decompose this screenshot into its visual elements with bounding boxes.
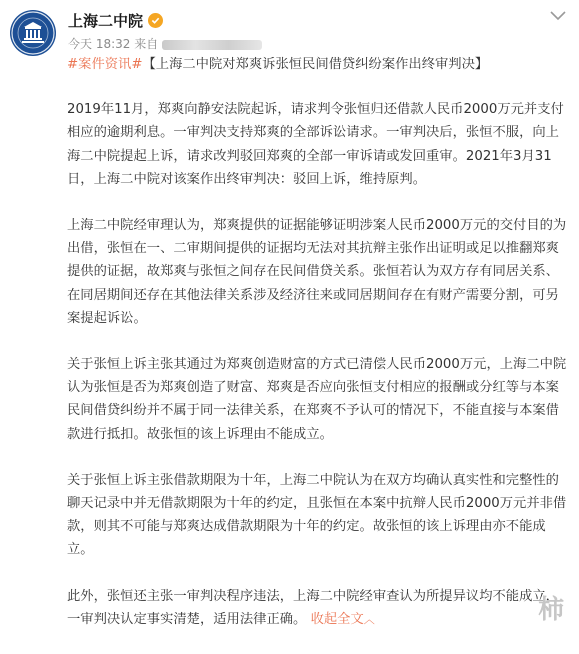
redacted-source (162, 40, 262, 50)
paragraph-4: 关于张恒上诉主张借款期限为十年，上海二中院认为在双方均确认真实性和完整性的聊天记录中并无借款期限为十年的约定，且张恒在本案中抗辩人民币2000万元并非借款，则其不可能与郑爽达成借款期限为十年的约定。故张恒的该上诉理由亦不能成立。 (67, 472, 567, 558)
post-time-source: 今天 18:32 来自 (68, 37, 159, 51)
account-name[interactable]: 上海二中院 (68, 11, 144, 30)
name-row (68, 10, 163, 30)
collapse-label: 收起全文 (310, 611, 364, 627)
avatar[interactable] (10, 10, 56, 56)
post-header (0, 0, 579, 58)
more-options-button[interactable] (548, 8, 568, 22)
chevron-up-icon: ︿ (363, 612, 375, 626)
post-title: 【上海二中院对郑爽诉张恒民间借贷纠纷案作出终审判决】 (142, 57, 489, 72)
paragraph-3: 关于张恒上诉主张其通过为郑爽创造财富的方式已清偿人民币2000万元，上海二中院认为张恒是否为郑爽创造了财富、郑爽是否应向张恒支付相应的报酬或分红等与本案民间借贷纠纷并不属于同一法律关系，在郑爽不予认可的情况下，不能直接与本案借款进行抵扣。故张恒的该上诉理由不能成立。 (67, 357, 567, 442)
court-emblem-icon (10, 10, 56, 56)
watermark-logo: 柿 (537, 594, 562, 625)
collapse-text-button[interactable] (311, 612, 375, 627)
paragraph-1: 2019年11月，郑爽向静安法院起诉，请求判令张恒归还借款人民币2000万元并支付相应的逾期利息。一审判决支持郑爽的全部诉讼请求。一审判决后，张恒不服，向上海二中院提起上诉，请求改判驳回郑爽的全部一审诉请或发回重审。2021年3月31日，上海二中院对该案作出终审判决：驳回上诉，维持原判。 (67, 102, 564, 187)
paragraph-2: 上海二中院经审理认为，郑爽提供的证据能够证明涉案人民币2000万元的交付目的为出借，张恒在一、二审期间提供的证据均无法对其抗辩主张作出证明或足以推翻郑爽提供的证据，故郑爽与张恒之间存在民间借贷关系。张恒若认为双方存有同居关系、在同居期间还存在其他法律关系涉及经济往来或同居期间存在有财产需要分割，可另案提起诉讼。 (67, 218, 567, 326)
paragraph-5-text: 此外，张恒还主张一审判决程序违法，上海二中院经审查认为所提异议均不能成立，一审判决认定事实清楚，适用法律正确。 (67, 588, 559, 627)
topic-tag[interactable]: #案件资讯# (67, 57, 143, 72)
paragraph-5 (67, 585, 569, 631)
post-meta (68, 35, 262, 52)
post-title-line (67, 53, 569, 76)
post-content (67, 53, 569, 654)
verified-badge-icon (148, 13, 163, 28)
chevron-down-icon (548, 9, 568, 23)
